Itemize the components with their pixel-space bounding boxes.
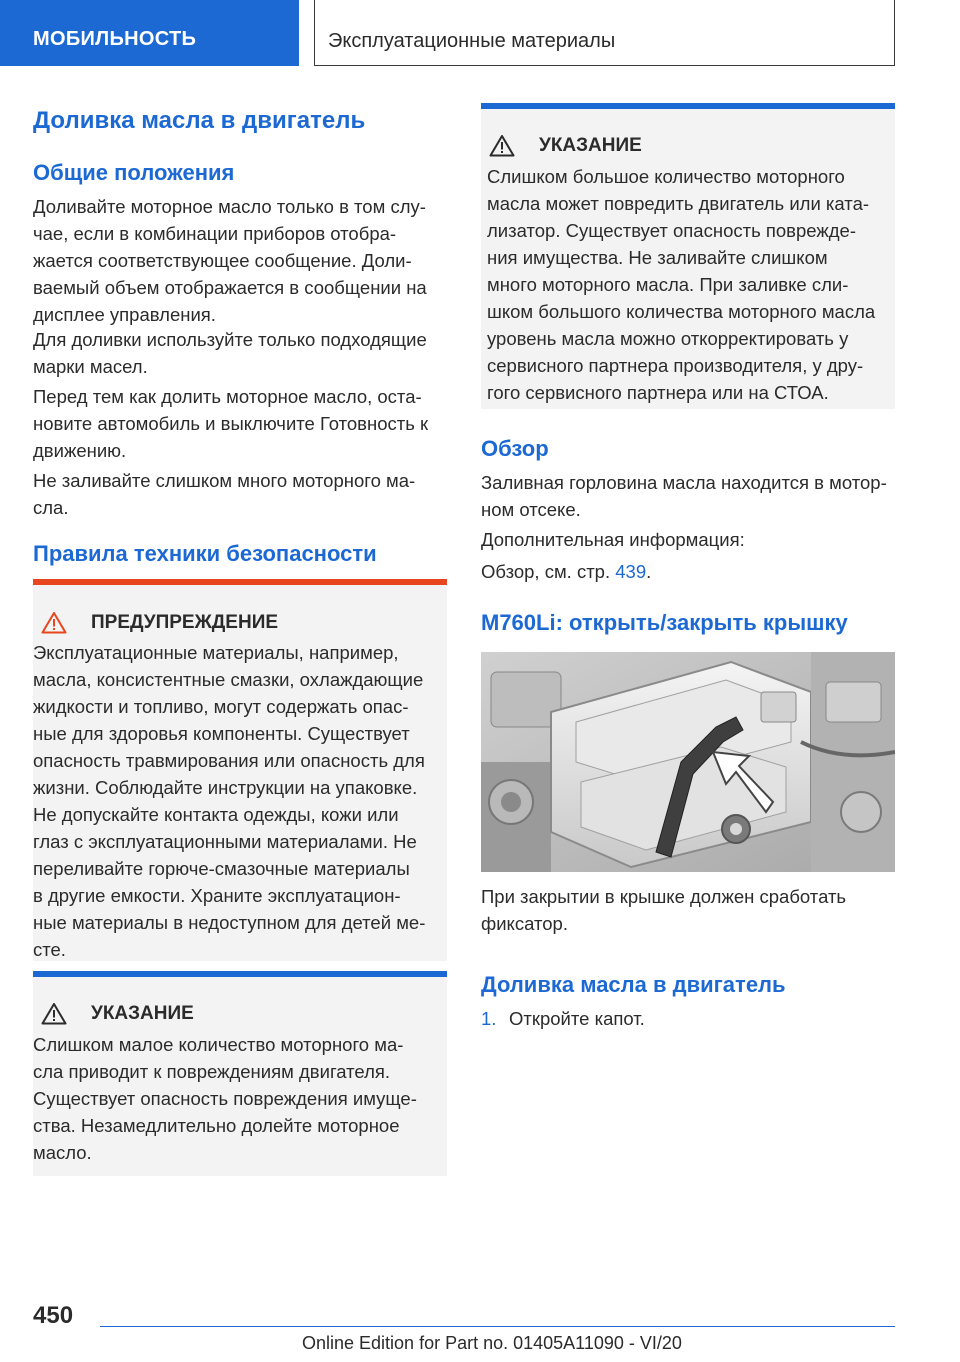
warning-triangle-icon [41, 611, 67, 634]
general-paragraph-1: Доливайте моторное масло только в том слу- чае, если в комбинации приборов отобра- жается соответствующее сообщение. Доли- ваемый объем отображается в сообщении на дисплее управления. [33, 196, 427, 325]
warning-box-title: ПРЕДУПРЕЖДЕНИЕ [91, 611, 279, 633]
notice-box-title: УКАЗАНИЕ [91, 1002, 194, 1024]
notice-box-header [33, 977, 447, 1025]
overview-paragraph-2: Дополнительная информация: [481, 529, 745, 550]
step-text: Откройте капот. [509, 1008, 645, 1029]
overview-reference-suffix: . [646, 561, 652, 582]
chapter-tab[interactable]: МОБИЛЬНОСТЬ [0, 0, 299, 66]
general-heading: Общие положения [33, 160, 235, 185]
overview-reference-prefix: Обзор, см. стр. [481, 561, 616, 582]
warning-box-body: Эксплуатационные материалы, например, масла, консистентные смазки, охлаждающие жидкости и топливо, могут содержать опас- ные для здоровья компоненты. Существует опасность травмирования или опасность для жизни. Соблюдайте инструкции на упаковке. Не допускайте контакта одежды, кожи или глаз с эксплуатационными материалами. Не переливайте горюче-смазочные материалы в другие емкости. Храните эксплуатацион- ные материалы в недоступном для детей ме- сте. [33, 642, 426, 960]
safety-heading: Правила техники безопасности [33, 541, 377, 566]
warning-box-header [33, 585, 447, 634]
m760-heading: M760Li: открыть/закрыть крышку [481, 610, 848, 635]
general-paragraph-2: Для доливки используйте только подходящие марки масел. [33, 329, 427, 377]
overview-reference [481, 558, 895, 585]
notice-box-body: Слишком малое количество моторного ма- сла приводит к повреждениям двигателя. Существует опасность повреждения имуще- ства. Незамедлительно долейте моторное масло. [33, 1034, 417, 1163]
photo-caption: При закрытии в крышке должен сработать фиксатор. [481, 886, 847, 934]
notice-box-header [481, 109, 895, 157]
notice-box-left [33, 971, 447, 1176]
engine-cover-illustration [481, 652, 895, 872]
step-item [481, 1005, 895, 1032]
engine-photo [481, 652, 895, 872]
page-link[interactable]: 439 [615, 561, 647, 582]
warning-triangle-icon [489, 134, 515, 157]
notice-box-title: УКАЗАНИЕ [539, 134, 642, 156]
section-title: Эксплуатационные материалы [314, 0, 895, 66]
step-number: 1. [481, 1008, 497, 1029]
warning-box [33, 579, 447, 961]
general-paragraph-3: Перед тем как долить моторное масло, оста- новите автомобиль и выключите Готовность к движению. [33, 386, 429, 461]
overview-heading: Обзор [481, 436, 549, 461]
page-title: Доливка масла в двигатель [33, 107, 366, 134]
footer-edition: Online Edition for Part no. 01405A11090 - VI/20 [302, 1333, 682, 1353]
overview-paragraph-1: Заливная горловина масла находится в мотор- ном отсеке. [481, 472, 887, 520]
warning-triangle-icon [41, 1002, 67, 1025]
page-header [0, 0, 960, 66]
notice-box-body: Слишком большое количество моторного масла может повредить двигатель или ката- лизатор. Существует опасность поврежде- ния имущества. Не заливайте слишком много моторного масла. При заливке сли- шком большого количества моторного масла уровень масла можно откорректировать у сервисного партнера производителя, у дру- гого сервисного партнера или на СТОА. [487, 166, 876, 403]
general-paragraph-4: Не заливайте слишком много моторного ма- сла. [33, 470, 416, 518]
refill-heading: Доливка масла в двигатель [481, 972, 786, 997]
notice-box-right [481, 103, 895, 409]
footer-divider [100, 1326, 895, 1327]
page-number: 450 [33, 1302, 74, 1329]
